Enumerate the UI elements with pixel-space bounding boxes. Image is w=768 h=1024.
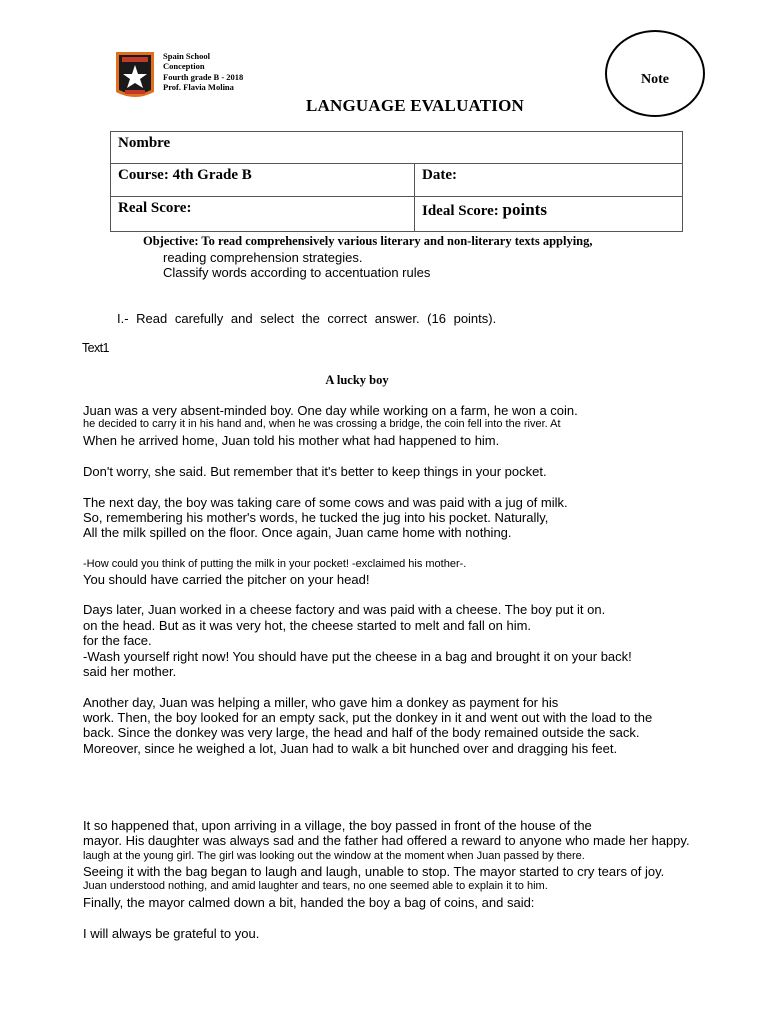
story-line: -Wash yourself right now! You should have put the cheese in a bag and brought it on your back! [83, 649, 632, 664]
story-line: Days later, Juan worked in a cheese factory and was paid with a cheese. The boy put it on. [83, 602, 606, 617]
name-label: Nombre [118, 135, 171, 151]
name-cell[interactable] [110, 131, 683, 164]
story-line: The next day, the boy was taking care of some cows and was paid with a jug of milk. [83, 495, 568, 510]
objective-line-3: Classify words according to accentuation rules [163, 265, 431, 280]
objective [143, 234, 593, 249]
teacher-name: Prof. Flavia Molina [163, 81, 234, 92]
story-title: A lucky boy [325, 373, 389, 387]
story-line: Another day, Juan was helping a miller, who gave him a donkey as payment for his [83, 695, 559, 710]
school-logo [116, 52, 154, 100]
real-score-cell[interactable] [110, 196, 415, 232]
school-info [163, 51, 243, 92]
story-line: laugh at the young girl. The girl was looking out the window at the moment when Juan passed by there. [83, 850, 585, 862]
real-score-label: Real Score: [118, 200, 192, 216]
story-line: Juan understood nothing, and amid laughter and tears, no one seemed able to explain it to him. [83, 880, 548, 892]
story-line: It so happened that, upon arriving in a village, the boy passed in front of the house of the [83, 818, 592, 833]
date-cell[interactable] [414, 163, 683, 197]
school-city: Conception [163, 61, 205, 72]
story-line: Moreover, since he weighed a lot, Juan had to walk a bit hunched over and dragging his feet. [83, 741, 618, 756]
ideal-score-value: points [502, 200, 547, 219]
story-line: Seeing it with the bag began to laugh and laugh, unable to stop. The mayor started to cry tears of joy. [83, 864, 665, 879]
story-line: I will always be grateful to you. [83, 926, 260, 941]
story-line: on the head. But as it was very hot, the cheese started to melt and fall on him. [83, 618, 532, 633]
story-line: work. Then, the boy looked for an empty sack, put the donkey in it and went out with the load to the [83, 710, 653, 725]
story-line: When he arrived home, Juan told his mother what had happened to him. [83, 433, 500, 448]
text-label: Text1 [82, 341, 109, 355]
ideal-score-cell [414, 196, 683, 232]
ideal-score-label: Ideal Score: [422, 203, 499, 219]
objective-line-1: Objective: To read comprehensively various literary and non-literary texts applying, [143, 234, 593, 248]
objective-line-2: reading comprehension strategies. [163, 250, 363, 265]
school-name: Spain School [163, 51, 211, 61]
course-cell [110, 163, 415, 197]
instruction: I.- Read carefully and select the correct answer. (16 points). [117, 311, 497, 326]
note-label: Note [641, 72, 669, 87]
story-line: said her mother. [83, 664, 177, 679]
story-line: for the face. [83, 633, 152, 648]
story-line: Don't worry, she said. But remember that it's better to keep things in your pocket. [83, 464, 547, 479]
story-line: -How could you think of putting the milk in your pocket! -exclaimed his mother-. [83, 558, 467, 570]
story-line: All the milk spilled on the floor. Once again, Juan came home with nothing. [83, 525, 512, 540]
course-label: Course: 4th Grade B [118, 167, 252, 183]
story-line: So, remembering his mother's words, he tucked the jug into his pocket. Naturally, [83, 510, 549, 525]
story-line: mayor. His daughter was always sad and the father had offered a reward to anyone who made her happy. [83, 833, 690, 848]
info-table [110, 131, 683, 232]
story-line: back. Since the donkey was very large, the head and half of the body remained outside the sack. [83, 725, 640, 740]
page-title: LANGUAGE EVALUATION [305, 96, 525, 115]
story-line: Finally, the mayor calmed down a bit, handed the boy a bag of coins, and said: [83, 895, 535, 910]
story-line: You should have carried the pitcher on your head! [83, 572, 370, 587]
story-line: Juan was a very absent-minded boy. One day while working on a farm, he won a coin. [83, 403, 578, 418]
story-line: he decided to carry it in his hand and, when he was crossing a bridge, the coin fell into the river. At [83, 418, 561, 430]
school-grade: Fourth grade B - 2018 [163, 71, 244, 82]
date-label: Date: [422, 167, 457, 183]
